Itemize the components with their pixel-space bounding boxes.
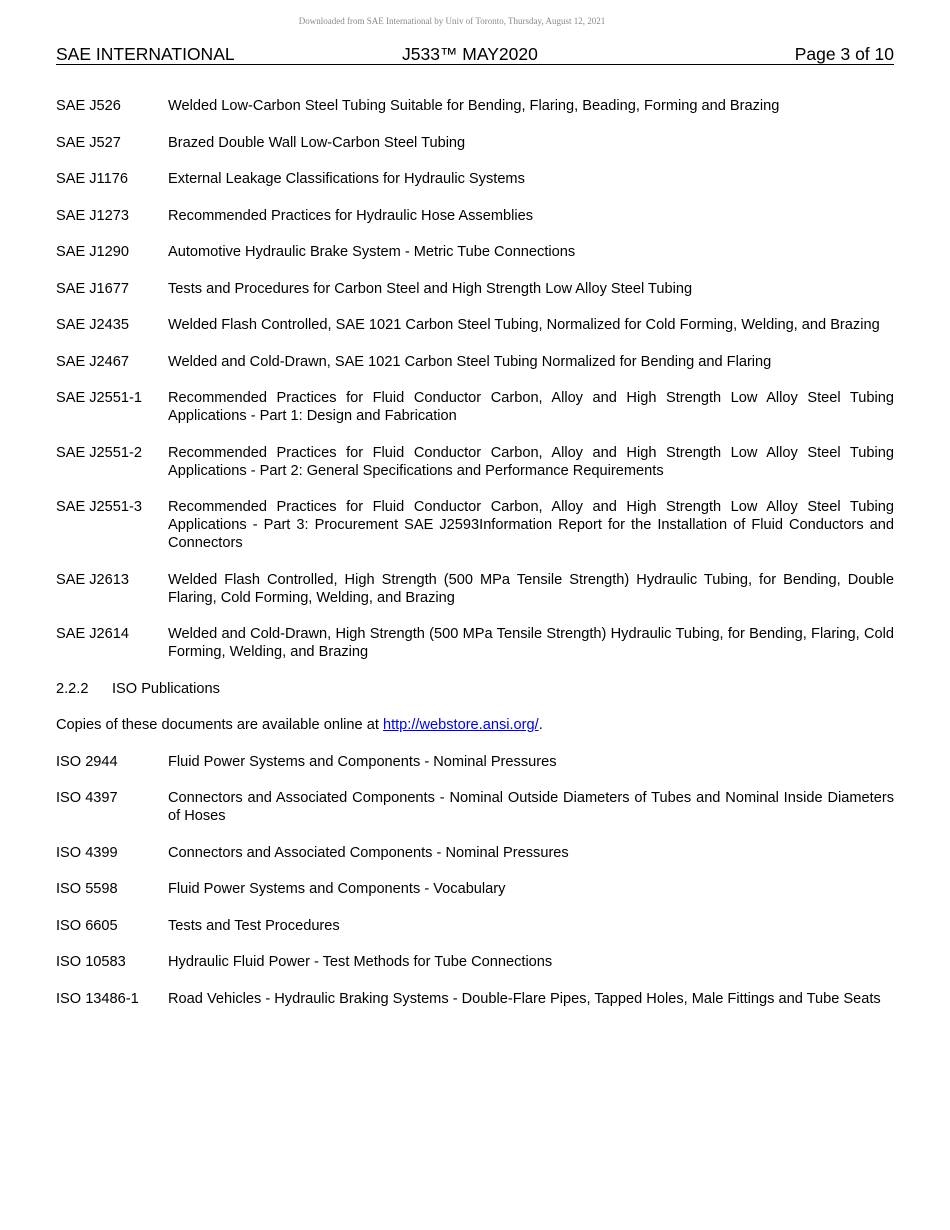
sae-reference-item <box>56 207 894 225</box>
reference-code: SAE J2614 <box>56 626 130 642</box>
iso-reference-item <box>56 844 894 862</box>
reference-code: ISO 5598 <box>56 881 118 897</box>
reference-title: Tests and Test Procedures <box>168 917 340 934</box>
reference-title: Fluid Power Systems and Components - Nominal Pressures <box>168 753 557 770</box>
header-organization: SAE INTERNATIONAL <box>56 44 235 64</box>
reference-title: Recommended Practices for Hydraulic Hose Assemblies <box>168 207 533 224</box>
sae-reference-item <box>56 316 894 334</box>
reference-code: SAE J2613 <box>56 571 130 588</box>
availability-note <box>56 716 894 734</box>
sae-reference-item <box>56 243 894 261</box>
sae-reference-item <box>56 498 894 552</box>
reference-code: SAE J2435 <box>56 317 130 333</box>
reference-title: Road Vehicles - Hydraulic Braking Systems - Double-Flare Pipes, Tapped Holes, Male Fittings and Tube Seats <box>168 990 881 1007</box>
sae-reference-item <box>56 625 894 661</box>
sae-reference-item <box>56 571 894 607</box>
reference-title: External Leakage Classifications for Hydraulic Systems <box>168 171 525 187</box>
iso-reference-item <box>56 880 894 898</box>
reference-code: SAE J2551-2 <box>56 444 142 461</box>
note-suffix: . <box>538 717 543 733</box>
reference-code: ISO 4399 <box>56 844 118 861</box>
reference-code: SAE J1273 <box>56 207 130 224</box>
iso-reference-item <box>56 953 894 971</box>
reference-code: SAE J526 <box>56 98 121 114</box>
download-notice: Downloaded from SAE International by Univ of Toronto, Thursday, August 12, 2021 <box>298 16 606 26</box>
section-heading <box>56 680 894 698</box>
reference-title: Connectors and Associated Components - Nominal Pressures <box>168 844 569 861</box>
iso-reference-item <box>56 789 894 825</box>
sae-reference-item <box>56 170 894 188</box>
reference-title: Welded and Cold-Drawn, SAE 1021 Carbon Steel Tubing Normalized for Bending and Flaring <box>168 353 772 370</box>
reference-title: Recommended Practices for Fluid Conductor Carbon, Alloy and High Strength Low Alloy Steel Tubing Applications - Part 1: Design and Fabrication <box>168 390 894 424</box>
webstore-link[interactable]: http://webstore.ansi.org/ <box>382 717 539 733</box>
note-prefix: Copies of these documents are available online at <box>56 717 383 733</box>
header-document-id: J533™ MAY2020 <box>402 44 538 64</box>
reference-title: Recommended Practices for Fluid Conductor Carbon, Alloy and High Strength Low Alloy Steel Tubing Applications - Part 2: General Specifications and Performance Requirements <box>168 444 894 479</box>
reference-code: SAE J1176 <box>56 171 128 187</box>
reference-title: Fluid Power Systems and Components - Vocabulary <box>168 881 506 897</box>
reference-code: SAE J2551-1 <box>56 390 142 406</box>
section-number: 2.2.2 <box>56 680 89 697</box>
iso-reference-list <box>56 753 894 1008</box>
reference-code: SAE J1290 <box>56 244 130 260</box>
reference-code: ISO 10583 <box>56 954 126 970</box>
sae-reference-item <box>56 389 894 425</box>
iso-reference-item <box>56 753 894 771</box>
iso-reference-item <box>56 990 894 1008</box>
reference-code: SAE J527 <box>56 134 121 151</box>
page-header <box>56 44 894 65</box>
sae-reference-item <box>56 280 894 298</box>
reference-code: SAE J2467 <box>56 353 130 370</box>
sae-reference-item <box>56 353 894 371</box>
reference-code: SAE J2551-3 <box>56 499 142 515</box>
reference-code: ISO 6605 <box>56 917 118 934</box>
reference-title: Welded Low-Carbon Steel Tubing Suitable for Bending, Flaring, Beading, Forming and Brazing <box>168 98 780 114</box>
reference-title: Welded Flash Controlled, High Strength (500 MPa Tensile Strength) Hydraulic Tubing, for Bending, Double Flaring, Cold Forming, Welding, and Brazing <box>168 571 894 606</box>
reference-title: Brazed Double Wall Low-Carbon Steel Tubing <box>168 134 466 151</box>
reference-code: SAE J1677 <box>56 280 130 297</box>
sae-reference-list <box>56 97 894 661</box>
document-body <box>56 97 894 1026</box>
reference-title: Connectors and Associated Components - Nominal Outside Diameters of Tubes and Nominal Inside Diameters of Hoses <box>168 790 894 824</box>
reference-title: Welded Flash Controlled, SAE 1021 Carbon Steel Tubing, Normalized for Cold Forming, Welding, and Brazing <box>168 317 880 333</box>
reference-title: Recommended Practices for Fluid Conductor Carbon, Alloy and High Strength Low Alloy Steel Tubing Applications - Part 3: Procurement SAE J2593Information Report for the Installation of Fluid Conductors and Connectors <box>168 499 894 551</box>
reference-title: Tests and Procedures for Carbon Steel and High Strength Low Alloy Steel Tubing <box>168 280 693 297</box>
reference-title: Automotive Hydraulic Brake System - Metric Tube Connections <box>168 244 576 260</box>
section-title: ISO Publications <box>112 680 220 697</box>
reference-title: Welded and Cold-Drawn, High Strength (500 MPa Tensile Strength) Hydraulic Tubing, for Bending, Flaring, Cold Forming, Welding, and Brazing <box>168 626 894 660</box>
reference-code: ISO 2944 <box>56 753 118 770</box>
sae-reference-item <box>56 444 894 480</box>
sae-reference-item <box>56 97 894 115</box>
iso-reference-item <box>56 917 894 935</box>
reference-code: ISO 13486-1 <box>56 990 139 1007</box>
reference-code: ISO 4397 <box>56 790 118 806</box>
header-page-number: Page 3 of 10 <box>794 44 894 64</box>
sae-reference-item <box>56 134 894 152</box>
reference-title: Hydraulic Fluid Power - Test Methods for Tube Connections <box>168 954 553 970</box>
